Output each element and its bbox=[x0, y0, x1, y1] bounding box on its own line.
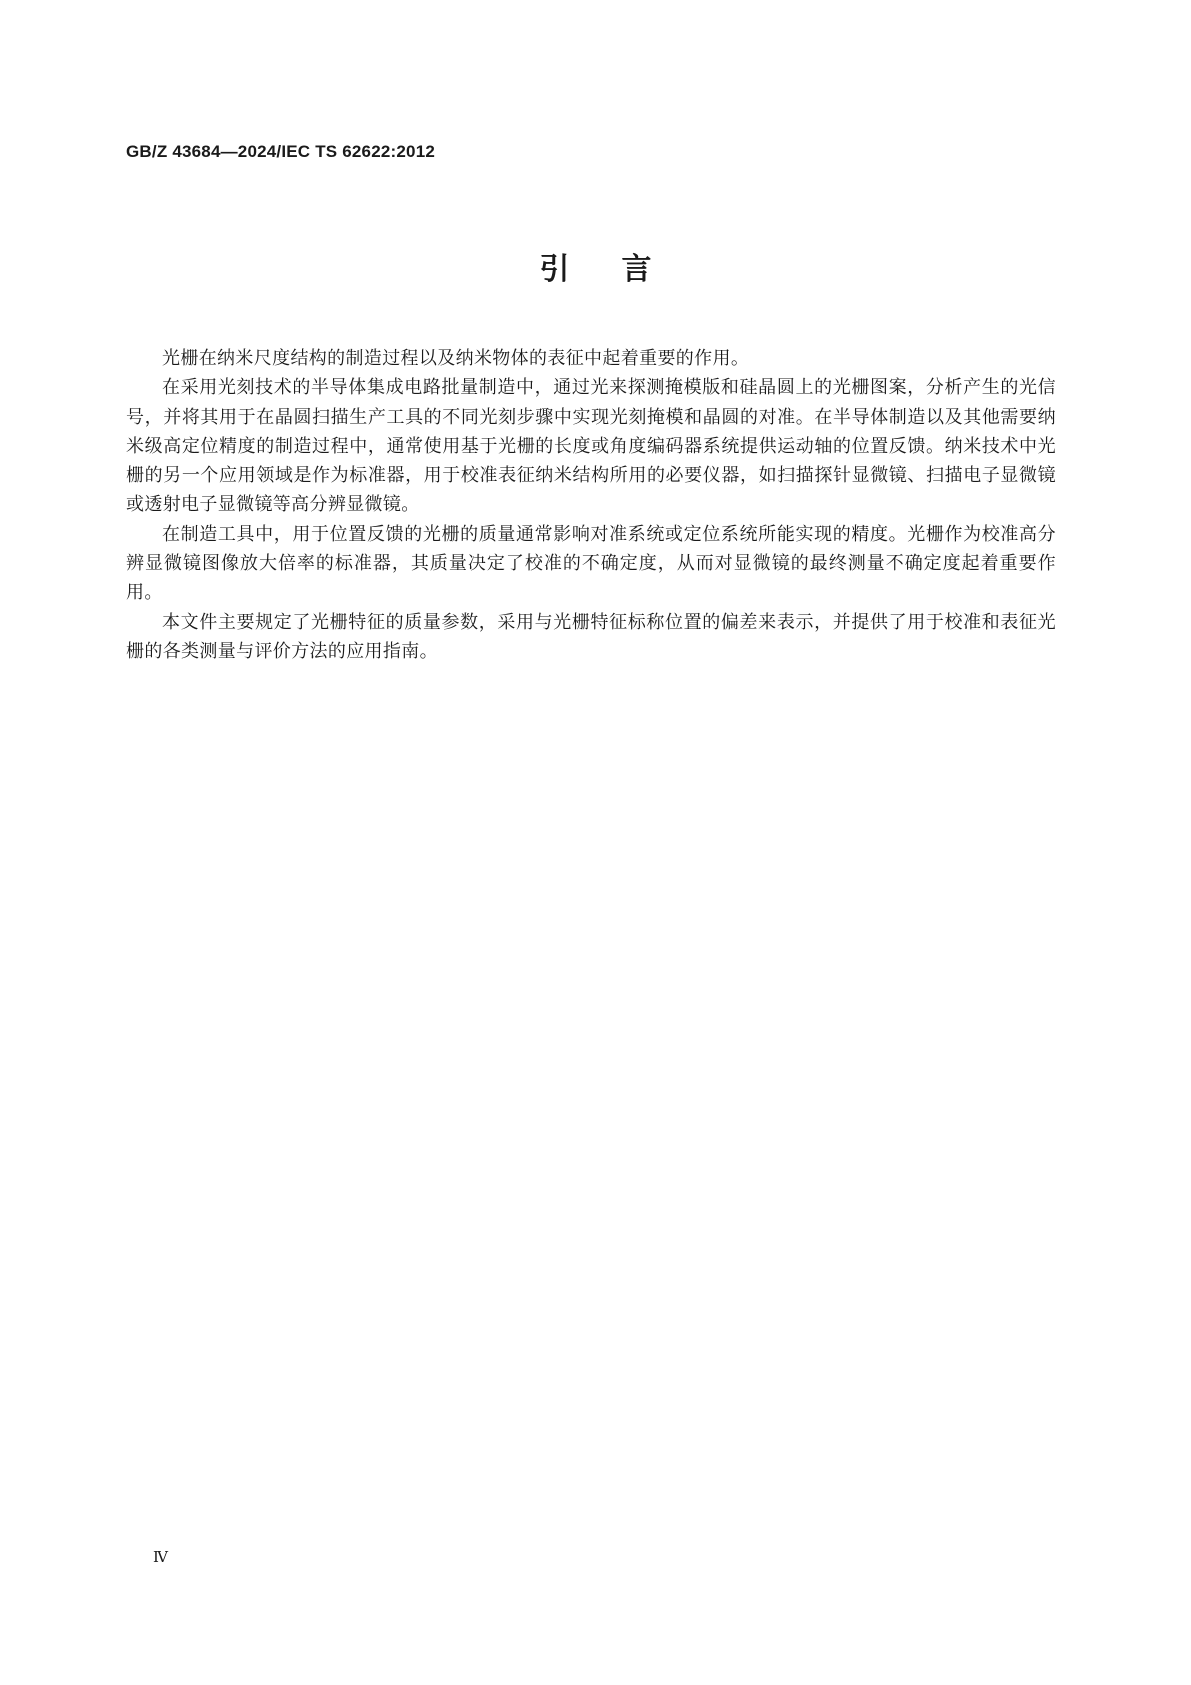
document-body bbox=[126, 344, 1056, 666]
paragraph: 在采用光刻技术的半导体集成电路批量制造中，通过光来探测掩模版和硅晶圆上的光栅图案，分析产生的光信号，并将其用于在晶圆扫描生产工具的不同光刻步骤中实现光刻掩模和晶圆的对准。在半导体制造以及其他需要纳米级高定位精度的制造过程中，通常使用基于光栅的长度或角度编码器系统提供运动轴的位置反馈。纳米技术中光栅的另一个应用领域是作为标准器，用于校准表征纳米结构所用的必要仪器，如扫描探针显微镜、扫描电子显微镜或透射电子显微镜等高分辨显微镜。 bbox=[126, 377, 1056, 516]
paragraph: 光栅在纳米尺度结构的制造过程以及纳米物体的表征中起着重要的作用。 bbox=[162, 348, 750, 369]
paragraph: 在制造工具中，用于位置反馈的光栅的质量通常影响对准系统或定位系统所能实现的精度。光栅作为校准高分辨显微镜图像放大倍率的标准器，其质量决定了校准的不确定度，从而对显微镜的最终测量不确定度起着重要作用。 bbox=[126, 523, 1056, 604]
section-title: 引言 bbox=[539, 252, 704, 287]
paragraph: 本文件主要规定了光栅特征的质量参数，采用与光栅特征标称位置的偏差来表示，并提供了用于校准和表征光栅的各类测量与评价方法的应用指南。 bbox=[126, 611, 1056, 662]
page-number: Ⅳ bbox=[153, 1550, 167, 1566]
standard-code-header: GB/Z 43684—2024/IEC TS 62622:2012 bbox=[126, 142, 436, 161]
